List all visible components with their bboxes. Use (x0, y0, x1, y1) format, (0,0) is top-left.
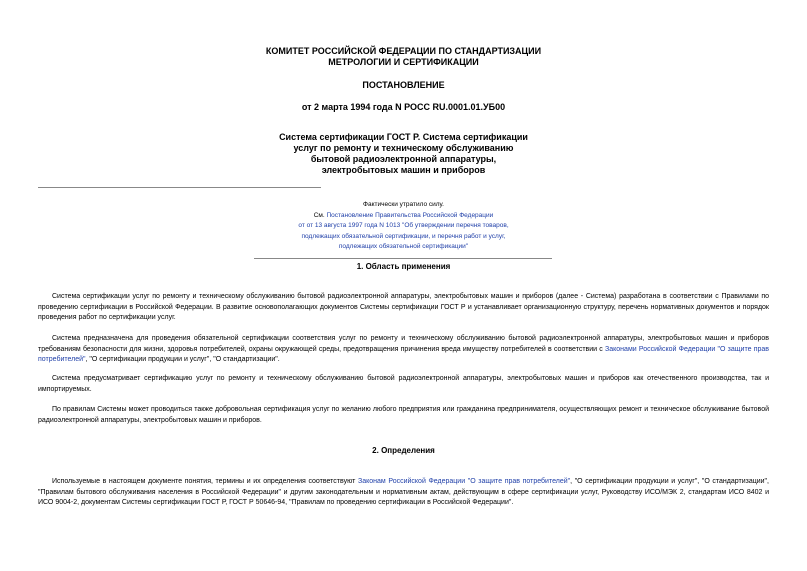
section2-paragraph1-text: Используемые в настоящем документе понятия, термины и их определения соответствуют (52, 478, 358, 485)
document-title-line4: электробытовых машин и приборов (321, 165, 486, 175)
section1-paragraph3 (38, 374, 769, 395)
status-link-line2[interactable]: от от 13 августа 1997 года N 1013 "Об утверждении перечня товаров, (298, 222, 509, 229)
section1-heading: 1. Область применения (356, 262, 451, 271)
section1-paragraph1 (38, 292, 769, 324)
status-note-line5 (0, 242, 807, 253)
section1-paragraph1-text: Система сертификации услуг по ремонту и техническому обслуживанию бытовой радиоэлектронной аппаратуры, электробытовых машин и приборов (далее - Система) разработана в соответствии с Правилами по проведению сертификации в Российской Федерации. В развитие основополагающих документов Системы сертификации ГОСТ Р и устанавливает организационную структуру, перечень нормативных документов и порядок проведения работ по сертификации услуг. (38, 293, 769, 321)
section1-rule (254, 258, 552, 259)
section1-paragraph2-tail: , "О сертификации продукции и услуг", "О стандартизации". (85, 356, 280, 363)
see-prefix: См. (313, 211, 327, 219)
status-note-line2 (0, 211, 807, 222)
section1-paragraph2-text: Система предназначена для проведения обязательной сертификации соответствия услуг по ремонту и техническому обслуживанию бытовой радиоэлектронной аппаратуры, электробытовых машин и приборов требованиям безопасности для жизни, здоровья потребителей, охраны окружающей среды, предотвращения причинения вреда имуществу потребителей в соответствии с (38, 335, 769, 353)
document-title-line2: услуг по ремонту и техническому обслуживанию (293, 143, 514, 153)
document-type: ПОСТАНОВЛЕНИЕ (362, 80, 445, 90)
section1-paragraph4 (38, 405, 769, 426)
document-date-number: от 2 марта 1994 года N РОСС RU.0001.01.УБ00 (301, 102, 506, 112)
section1-paragraph3-text: Система предусматривает сертификацию услуг по ремонту и техническому обслуживанию бытовой радиоэлектронной аппаратуры, электробытовых машин и приборов как отечественного производства, так и импортируемых. (38, 375, 769, 393)
status-note-line3 (0, 221, 807, 232)
status-note-line1: Фактически утратило силу. (363, 201, 444, 208)
section1-paragraph4-text: По правилам Системы может проводиться также добровольная сертификация услуг по желанию любого предприятия или гражданина предпринимателя, осуществляющих ремонт и техническое обслуживание бытовой радиоэлектронной аппаратуры, электробытовых машин и приборов. (38, 406, 769, 424)
committee-name-line1: КОМИТЕТ РОССИЙСКОЙ ФЕДЕРАЦИИ ПО СТАНДАРТИЗАЦИИ (265, 46, 542, 56)
consumer-rights-law-link-2[interactable]: Законам Российской Федерации "О защите прав потребителей" (358, 478, 571, 485)
title-divider (38, 187, 321, 188)
committee-name-line2: МЕТРОЛОГИИ И СЕРТИФИКАЦИИ (328, 57, 479, 67)
section2-heading: 2. Определения (372, 446, 435, 455)
section2-paragraph1-tail: , "О сертификации продукции и услуг", "О стандартизации", "Правилам бытового обслуживания населения в Российской Федерации" и другим законодательным и нормативным актам, действующим в сфере сертификации услуг, Руководству ИСО/МЭК 2, стандартам ИСО 8402 и ИСО 9004-2, документам Системы сертификации ГОСТ Р, ГОСТ Р 50646-94, "Правилам по проведению сертификации в Российской Федерации". (38, 478, 769, 506)
status-link-line4[interactable]: подлежащих обязательной сертификации" (338, 243, 469, 250)
consumer-rights-law-link[interactable]: Законами Российской Федерации "О защите прав потребителей" (38, 345, 769, 363)
status-note-line4 (0, 232, 807, 243)
status-link-line1[interactable]: Постановление Правительства Российской Федерации (326, 211, 494, 219)
section2-paragraph1 (38, 477, 769, 509)
document-title-line3: бытовой радиоэлектронной аппаратуры, (310, 154, 497, 164)
section1-paragraph2 (38, 334, 769, 366)
status-link-line3[interactable]: подлежащих обязательной сертификации, и перечня работ и услуг, (301, 232, 506, 240)
document-title-line1: Система сертификации ГОСТ Р. Система сертификации (279, 132, 528, 142)
